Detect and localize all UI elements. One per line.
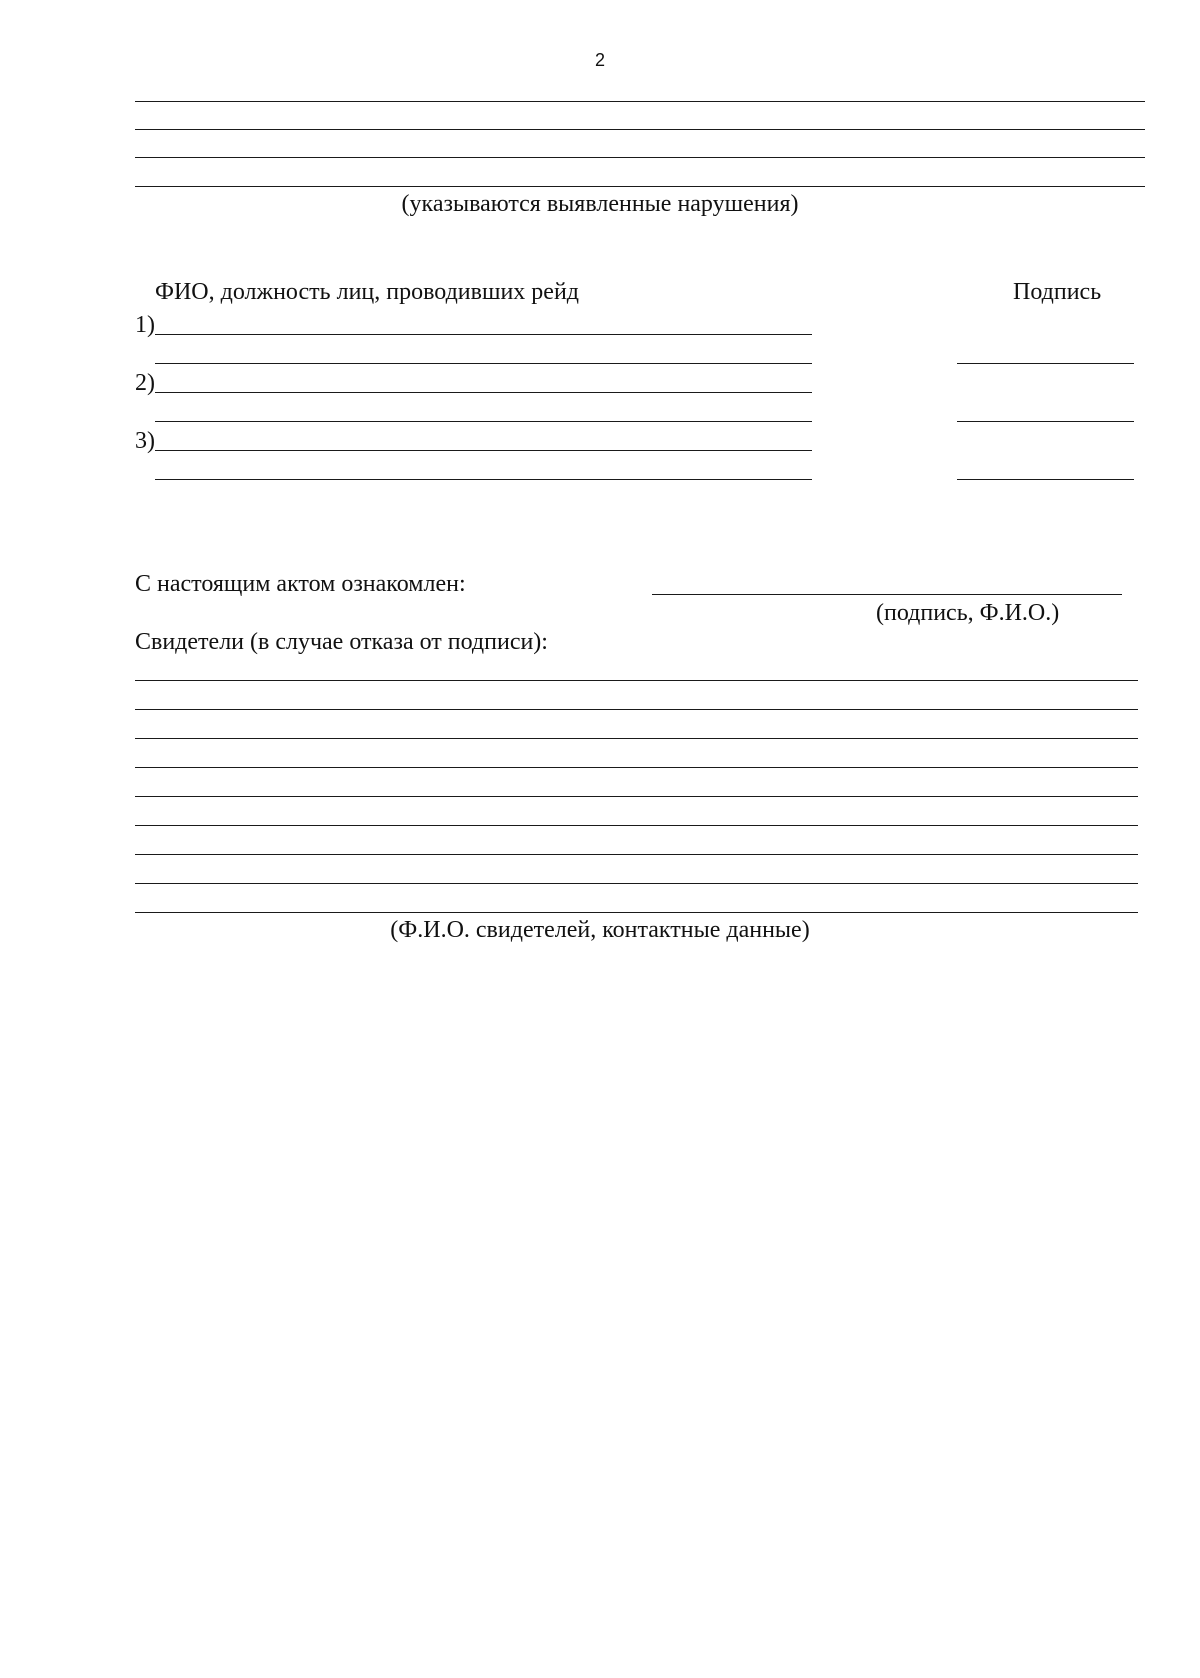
inspector-signature-line[interactable] bbox=[957, 363, 1134, 364]
witness-line[interactable] bbox=[135, 854, 1138, 855]
acknowledgement-caption: (подпись, Ф.И.О.) bbox=[876, 600, 1060, 626]
witness-line[interactable] bbox=[135, 680, 1138, 681]
violations-line[interactable] bbox=[135, 157, 1145, 158]
inspector-row-number: 1) bbox=[135, 312, 155, 338]
violations-line[interactable] bbox=[135, 129, 1145, 130]
witness-line[interactable] bbox=[135, 796, 1138, 797]
inspector-name-line[interactable] bbox=[155, 392, 812, 393]
witness-line[interactable] bbox=[135, 709, 1138, 710]
witness-line[interactable] bbox=[135, 767, 1138, 768]
inspector-row-number: 2) bbox=[135, 370, 155, 396]
inspector-signature-line[interactable] bbox=[957, 479, 1134, 480]
signature-header: Подпись bbox=[1013, 279, 1102, 305]
inspector-position-line[interactable] bbox=[155, 479, 812, 480]
inspectors-header-label: ФИО, должность лиц, проводивших рейд bbox=[155, 279, 580, 305]
witnesses-caption: (Ф.И.О. свидетелей, контактные данные) bbox=[390, 917, 810, 943]
witnesses-label: Свидетели (в случае отказа от подписи): bbox=[135, 629, 548, 655]
violations-caption: (указываются выявленные нарушения) bbox=[401, 191, 799, 217]
inspector-position-line[interactable] bbox=[155, 363, 812, 364]
witness-line[interactable] bbox=[135, 883, 1138, 884]
acknowledgement-label: С настоящим актом ознакомлен: bbox=[135, 571, 466, 597]
violations-line[interactable] bbox=[135, 101, 1145, 102]
inspector-position-line[interactable] bbox=[155, 421, 812, 422]
page-number: 2 bbox=[594, 50, 605, 70]
witness-line[interactable] bbox=[135, 738, 1138, 739]
violations-line[interactable] bbox=[135, 186, 1145, 187]
witness-line[interactable] bbox=[135, 825, 1138, 826]
inspector-signature-line[interactable] bbox=[957, 421, 1134, 422]
inspector-row-number: 3) bbox=[135, 428, 155, 454]
inspector-name-line[interactable] bbox=[155, 450, 812, 451]
inspector-name-line[interactable] bbox=[155, 334, 812, 335]
acknowledgement-signature-line[interactable] bbox=[652, 594, 1122, 595]
witness-line[interactable] bbox=[135, 912, 1138, 913]
